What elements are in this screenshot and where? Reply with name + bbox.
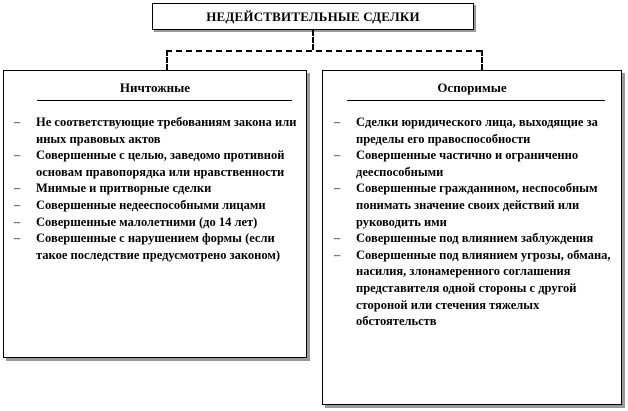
void-list [14, 114, 304, 263]
diagram-title: НЕДЕЙСТВИТЕЛЬНЫЕ СДЕЛКИ [152, 3, 474, 30]
list-item: – Совершенные гражданином, неспособным понимать значение своих действий или руководить ими [334, 181, 598, 229]
list-item: – Совершенные малолетними (до 14 лет) [14, 214, 258, 229]
connector-trunk [312, 30, 314, 50]
list-item: – Сделки юридического лица, выходящие за пределы его правоспособности [334, 115, 598, 146]
list-item: – Совершенные под влиянием заблуждения [334, 231, 594, 246]
list-item: – Совершенные недееспособными лицами [14, 197, 266, 212]
voidable-transactions-panel [322, 70, 622, 405]
voidable-heading: Оспоримые [437, 80, 507, 95]
list-item: – Совершенные под влиянием угрозы, обмана, насилия, злонамеренного соглашения представителя одной стороны с другой стороной или стечения тяжелых обстоятельств [334, 247, 611, 329]
list-item: – Совершенные частично и ограниченно дееспособными [334, 148, 579, 179]
bullet-dash: – [334, 231, 341, 246]
bullet-dash: – [14, 148, 21, 163]
voidable-list [334, 114, 619, 330]
connector-left [166, 50, 168, 70]
connector-right [481, 50, 483, 70]
bullet-dash: – [14, 197, 21, 212]
list-item: – Совершенные с целью, заведомо противной основам правопорядка или нравственности [14, 148, 285, 179]
list-item: – Мнимые и притворные сделки [14, 181, 212, 196]
voidable-heading-rule [347, 100, 605, 101]
bullet-dash: – [14, 231, 21, 246]
void-heading-rule [37, 100, 292, 101]
bullet-dash: – [334, 181, 341, 196]
bullet-dash: – [334, 148, 341, 163]
bullet-dash: – [14, 214, 21, 229]
bullet-dash: – [334, 115, 341, 129]
list-item: – Не соответствующие требованиям закона или иных правовых актов [14, 115, 297, 146]
bullet-dash: – [14, 115, 21, 129]
connector-bar [166, 50, 482, 52]
bullet-dash: – [334, 247, 341, 262]
bullet-dash: – [14, 181, 21, 196]
void-heading: Ничтожные [119, 80, 191, 95]
list-item: – Совершенные с нарушением формы (если такое последствие предусмотрено законом) [14, 231, 281, 262]
void-transactions-panel [3, 70, 307, 358]
